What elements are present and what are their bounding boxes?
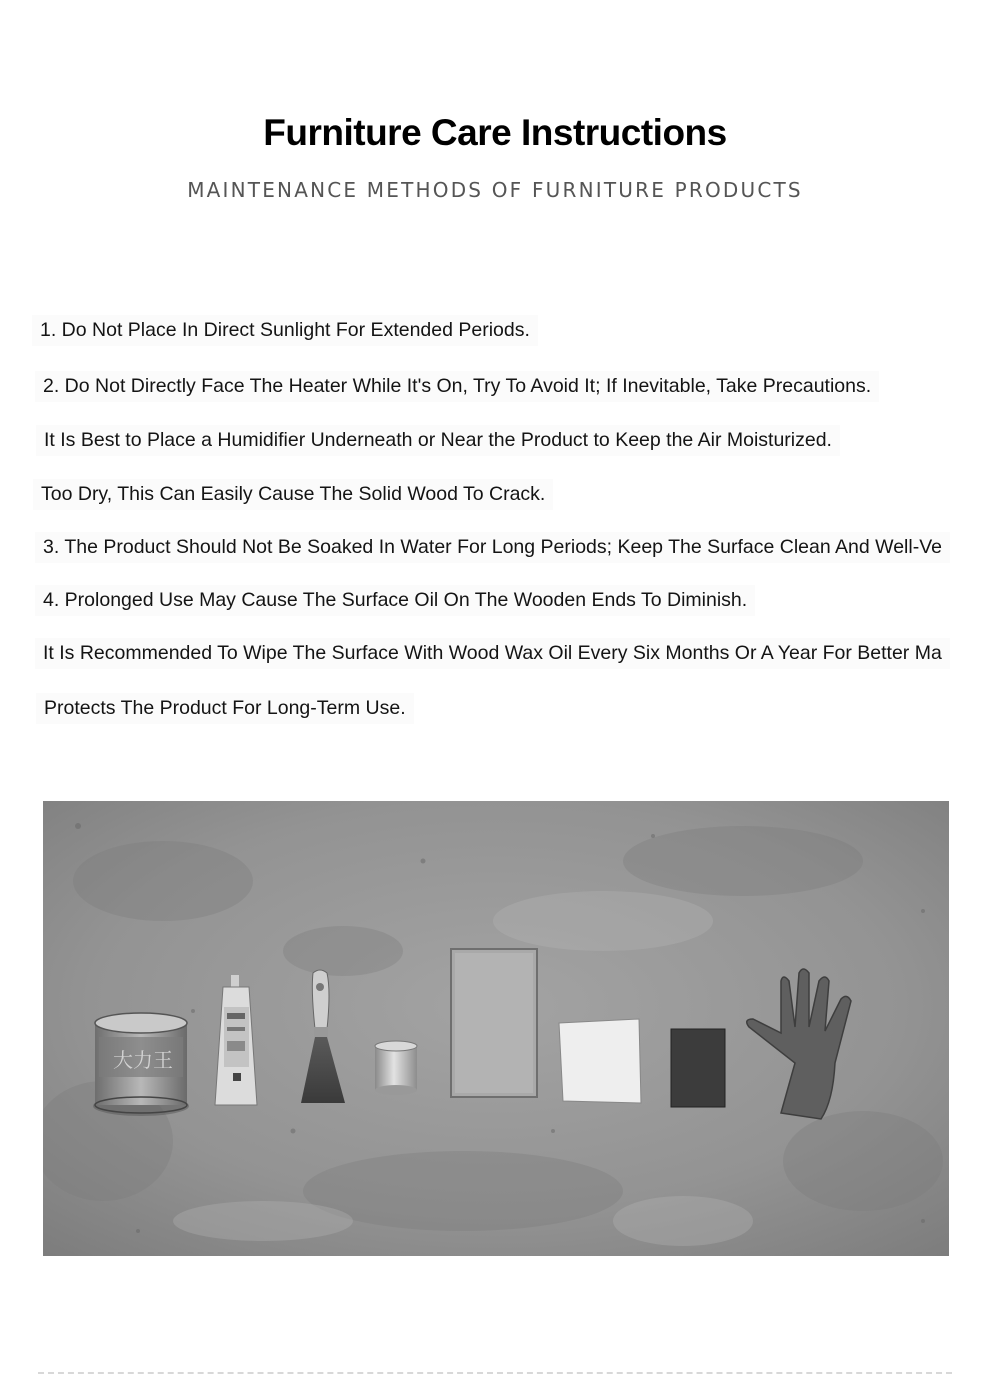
instruction-line: 2. Do Not Directly Face The Heater While It's On, Try To Avoid It; If Inevitable, Take Precautions.: [35, 371, 879, 402]
page-subtitle: MAINTENANCE METHODS OF FURNITURE PRODUCTS: [187, 178, 803, 202]
instruction-line: Too Dry, This Can Easily Cause The Solid Wood To Crack.: [33, 479, 553, 510]
instruction-line: 4. Prolonged Use May Cause The Surface Oil On The Wooden Ends To Diminish.: [35, 585, 755, 616]
small-tin: [375, 1041, 417, 1095]
repair-kit-photo: [43, 801, 949, 1256]
dark-sponge: [671, 1029, 725, 1107]
cloth-pad: [559, 1019, 641, 1103]
instruction-line: 1. Do Not Place In Direct Sunlight For Extended Periods.: [32, 315, 538, 346]
instruction-line: 3. The Product Should Not Be Soaked In Water For Long Periods; Keep The Surface Clean And Well-Ve: [35, 532, 950, 563]
section-divider: [38, 1372, 952, 1374]
instruction-line: It Is Recommended To Wipe The Surface With Wood Wax Oil Every Six Months Or A Year For Better Ma: [35, 638, 950, 669]
svg-text:大力王: 大力王: [113, 1048, 173, 1072]
page-title: Furniture Care Instructions: [263, 112, 727, 153]
sanding-block: [451, 949, 537, 1097]
wax-tin: [93, 1013, 189, 1116]
instruction-line: It Is Best to Place a Humidifier Underneath or Near the Product to Keep the Air Moisturized.: [36, 425, 840, 456]
instruction-line: Protects The Product For Long-Term Use.: [36, 693, 414, 724]
